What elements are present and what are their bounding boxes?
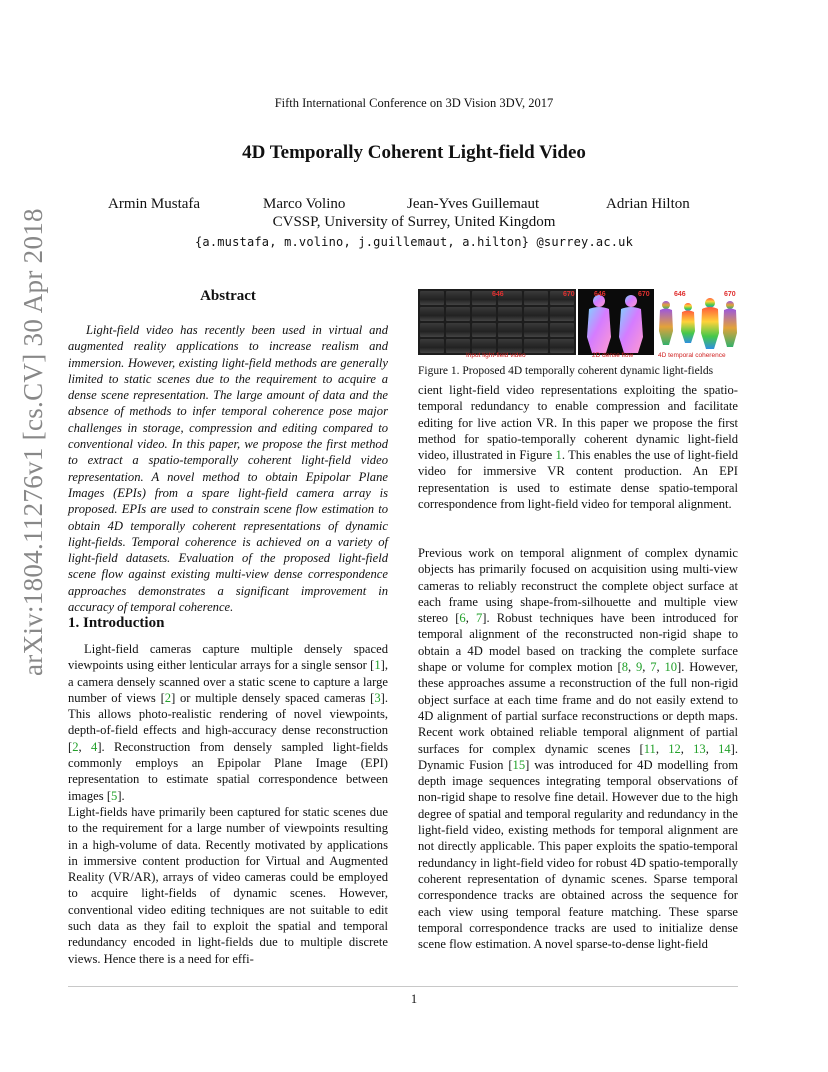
abstract-body [68,322,388,615]
light-field-view-thumbnail [550,339,574,353]
citation-link[interactable]: 1 [374,658,381,673]
citation-link[interactable]: 14 [718,741,731,756]
citation-link[interactable]: 15 [512,757,526,772]
figure-panel-label: Input light-field video [466,352,526,359]
dense-flow-image [578,289,654,355]
citation-link[interactable]: 4 [91,739,98,754]
author-emails: {a.mustafa, m.volino, j.guillemaut, a.hilton} @surrey.ac.uk [194,235,634,249]
affiliation: CVSSP, University of Surrey, United Kingdom [272,214,556,230]
light-field-view-thumbnail [420,291,444,305]
citation-link[interactable]: 9 [635,660,643,675]
citation-link[interactable]: 7 [475,611,483,626]
intro-paragraph: Light-field cameras capture multiple densely spaced viewpoints using either lenticular arrays for a single sensor [1], a camera densely scanned over a static scene to capture a large number of views [2] or multiple densely spaced cameras [3]. This allows photo-realistic rendering of novel viewpoints, depth-of-field effects and high-accuracy dense reconstruction [2, 4]. Reconstruction from densely sampled light-fields commonly employs an Epipolar Plane Image (EPI) representation to estimate spatial correspondence between images [5]. [68,642,388,803]
figure-panel-label: 4D temporal coherence [658,352,726,359]
light-field-view-thumbnail [524,339,548,353]
light-field-view-thumbnail [524,307,548,321]
citation-link[interactable]: 7 [650,660,657,675]
light-field-view-thumbnail [446,307,470,321]
light-field-view-thumbnail [472,307,496,321]
figure-1 [418,289,740,361]
citation-link[interactable]: 10 [664,660,678,675]
intro-body [68,641,388,967]
arxiv-identifier: arXiv:1804.11276v1 [cs.CV] 30 Apr 2018 [18,208,48,676]
light-field-view-thumbnail [446,291,470,305]
conference-venue: Fifth International Conference on 3D Vision 3DV, 2017 [274,96,554,110]
figure-caption: Figure 1. Proposed 4D temporally coherent dynamic light-fields [418,365,714,377]
light-field-view-thumbnail [550,323,574,337]
section-heading: 1. Introduction [68,615,165,631]
citation-link[interactable]: 8 [621,660,628,675]
frame-number: 670 [563,291,575,298]
intro-paragraph: Light-fields have primarily been captured for static scenes due to the requirement for a large number of viewpoints resulting in a high-volume of data. Recently motivated by applications in immersive content production for Virtual and Augmented Reality (VR/AR), arrays of video cameras could be employed to acquire light-fields of dynamic scenes. However, conventional video editing techniques are not suitable to edit such data as they fail to exploit the spatial and temporal redundancy encoded in light-fields due to multiple discrete views. Hence there is a need for effi- [68,804,388,966]
abstract-heading: Abstract [200,288,256,304]
author-name: Marco Volino [263,196,346,212]
figure-panel-label: 2D dense flow [592,352,634,359]
author-name: Armin Mustafa [108,196,201,212]
frame-number: 646 [492,291,504,298]
citation-link[interactable]: 6 [459,611,466,626]
light-field-view-thumbnail [420,339,444,353]
right-column-paragraph [418,382,738,512]
frame-number: 670 [638,291,650,298]
author-name: Jean-Yves Guillemaut [407,196,540,212]
frame-number: 670 [724,291,736,298]
body-paragraph: cient light-field video representations exploiting the spatio-temporal redundancy to enable compression and facilitate editing for live action VR. In this paper we propose the first method for spatio-temporally coherent dynamic light-field video, illustrated in Figure 1. This enables the use of light-field video for immersive VR content production. An EPI representation is used to estimate dense spatio-temporal correspondence from light-field video for temporal alignment. [418,383,738,512]
citation-link[interactable]: 12 [668,741,681,756]
footer-divider [68,986,738,987]
light-field-view-thumbnail [446,323,470,337]
light-field-view-thumbnail [420,323,444,337]
light-field-view-thumbnail [550,307,574,321]
right-column-paragraph [418,545,738,952]
citation-link[interactable]: 5 [111,788,118,803]
light-field-view-thumbnail [420,307,444,321]
light-field-view-thumbnail [472,323,496,337]
light-field-view-thumbnail [498,339,522,353]
light-field-view-thumbnail [472,339,496,353]
citation-link[interactable]: 2 [72,739,79,754]
page-number: 1 [410,992,418,1006]
light-field-view-thumbnail [524,323,548,337]
light-field-view-thumbnail [446,339,470,353]
paper-title: 4D Temporally Coherent Light-field Video [242,142,586,163]
citation-link[interactable]: 3 [374,690,381,705]
light-field-view-thumbnail [498,307,522,321]
light-field-view-thumbnail [524,291,548,305]
frame-number: 646 [594,291,606,298]
body-paragraph: Previous work on temporal alignment of complex dynamic objects has primarily focused on acquisition using multi-view cameras to reliably reconstruct the complete object surface at each frame using shape-from-silhouette and multiple view stereo [6, 7]. Robust techniques have been introduced for temporal alignment of the reconstructed non-rigid shape to obtain a 4D model based on tracking the complete surface shape or volume for complex motion [8, 9, 7, 10]. However, these approaches assume a reconstruction of the full non-rigid object surface at each time frame and do not easily extend to 4D alignment of partial surface reconstructions or depth maps. Recent work obtained reliable temporal alignment of partial surfaces for complex dynamic scenes [11, 12, 13, 14]. Dynamic Fusion [15] was introduced for 4D modelling from depth image sequences integrating temporal observations of non-rigid shape to resolve fine detail. However due to the high degree of spatial and temporal regularity and redundancy in the light-field video, existing methods for temporal alignment are not directly applicable. This paper exploits the spatio-temporal redundancy in light-field video for robust 4D spatio-temporally coherent representation of dynamic scenes. Sparse temporal correspondence tracks are obtained across the sequence for each view using temporal feature matching. These sparse temporal correspondence tracks are used to initialize dense scene flow estimation. A novel sparse-to-dense light-field [418,546,738,952]
figure-reference-link[interactable]: 1 [555,448,562,463]
author-name: Adrian Hilton [606,196,690,212]
citation-link[interactable]: 2 [164,690,172,705]
light-field-input-image [418,289,576,355]
light-field-view-thumbnail [498,323,522,337]
citation-link[interactable]: 13 [693,741,706,756]
abstract-text: Light-field video has recently been used in virtual and augmented reality applications to increase realism and immersion. However, existing light-field methods are generally limited to static scenes due to the requirement to acquire a dense scene representation. The large amount of data and the absence of methods to infer temporal coherence pose major challenges in storage, compression and editing compared to conventional video. In this paper, we propose the first method to extract a spatio-temporally coherent light-field video representation. A novel method to obtain Epipolar Plane Images (EPIs) from a spare light-field camera array is proposed. EPIs are used to constrain scene flow estimation to obtain 4D temporally coherent representations of dynamic light-fields. Temporal coherence is achieved on a variety of light-field datasets. Evaluation of the proposed light-field scene flow against existing multi-view dense correspondence approaches demonstrates a significant improvement in accuracy of temporal coherence. [68,323,388,615]
citation-link[interactable]: 11 [643,741,656,756]
temporal-coherence-image [656,289,740,355]
frame-number: 646 [674,291,686,298]
